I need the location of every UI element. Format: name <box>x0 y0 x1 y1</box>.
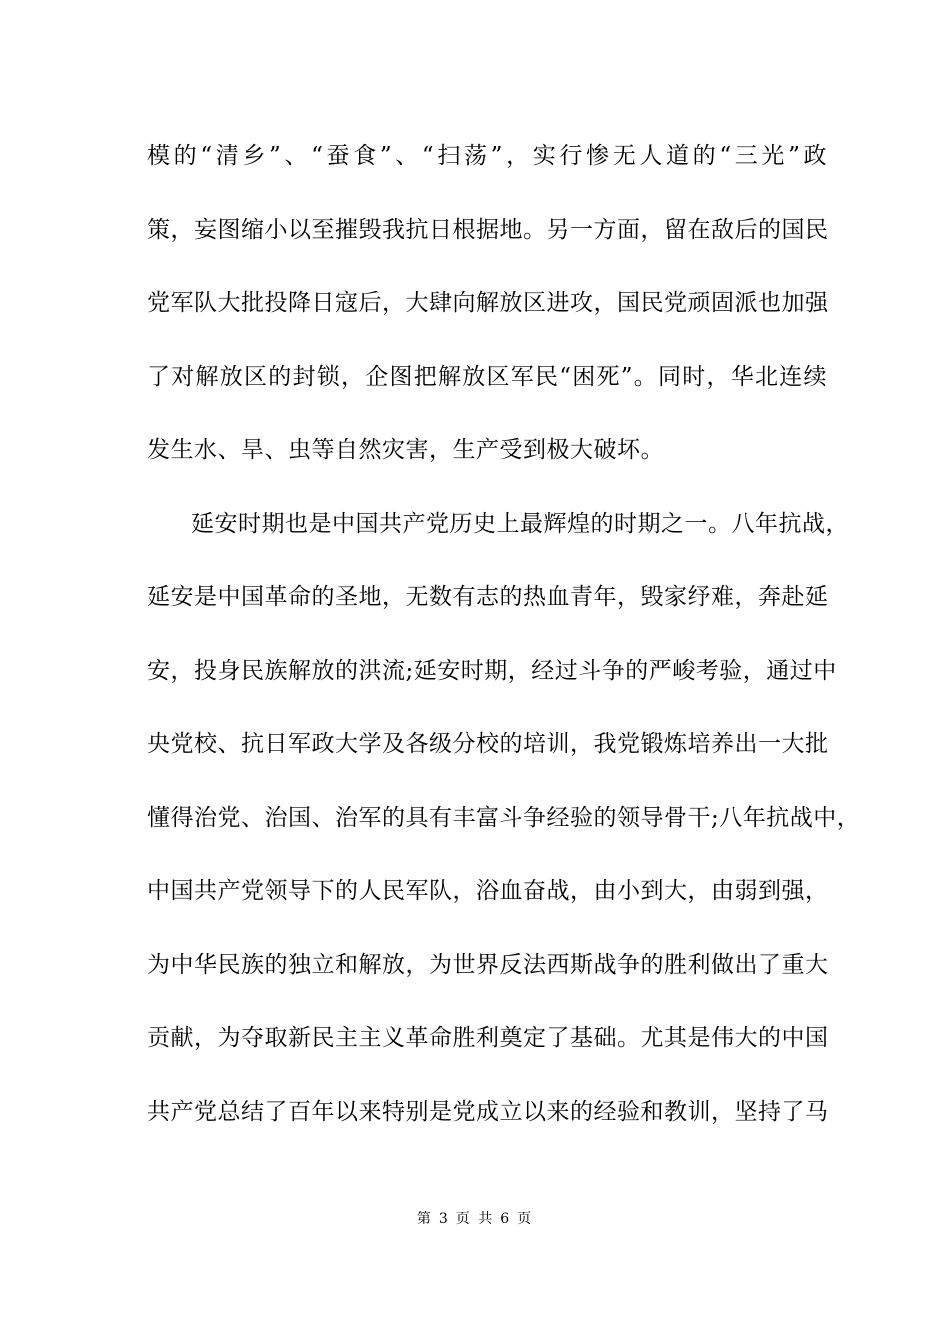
text-line: 策，妄图缩小以至摧毁我抗日根据地。另一方面，留在敌后的国民 <box>147 216 829 243</box>
text-line: 党军队大批投降日寇后，大肆向解放区进攻，国民党顽固派也加强 <box>147 290 829 316</box>
text-line: 延安时期也是中国共产党历史上最辉煌的时期之一。八年抗战， <box>191 510 849 537</box>
text-line: 为中华民族的独立和解放，为世界反法西斯战争的胜利做出了重大 <box>147 951 829 978</box>
footer-prefix: 第 <box>416 1211 433 1227</box>
page-number-footer <box>0 1208 950 1228</box>
text-line: 贡献，为夺取新民主主义革命胜利奠定了基础。尤其是伟大的中国 <box>147 1025 829 1051</box>
text-line: 延安是中国革命的圣地，无数有志的热血青年，毁家纾难，奔赴延 <box>147 584 829 610</box>
text-line: 安，投身民族解放的洪流;延安时期，经过斗争的严峻考验，通过中 <box>147 657 837 684</box>
text-line: 懂得治党、治国、治军的具有丰富斗争经验的领导骨干;八年抗战中， <box>147 804 861 831</box>
paragraph-2 <box>147 501 861 1163</box>
text-line: 中国共产党领导下的人民军队，浴血奋战，由小到大，由弱到强， <box>147 878 829 904</box>
current-page-number: 3 <box>438 1211 450 1227</box>
text-line: 共产党总结了百年以来特别是党成立以来的经验和教训，坚持了马 <box>147 1098 829 1125</box>
body-text <box>147 133 861 1162</box>
text-line: 发生水、旱、虫等自然灾害，生产受到极大破坏。 <box>147 437 664 463</box>
footer-middle: 页 共 <box>455 1211 495 1227</box>
text-line: 央党校、抗日军政大学及各级分校的培训，我党锻炼培养出一大批 <box>147 731 829 757</box>
total-page-number: 6 <box>500 1211 512 1227</box>
footer-suffix: 页 <box>517 1211 534 1227</box>
paragraph-1 <box>147 133 827 501</box>
text-line: 了对解放区的封锁，企图把解放区军民“困死”。同时，华北连续 <box>147 363 827 390</box>
text-line: 模的“清乡”、“蚕食”、“扫荡”，实行惨无人道的“三光”政 <box>147 143 827 169</box>
